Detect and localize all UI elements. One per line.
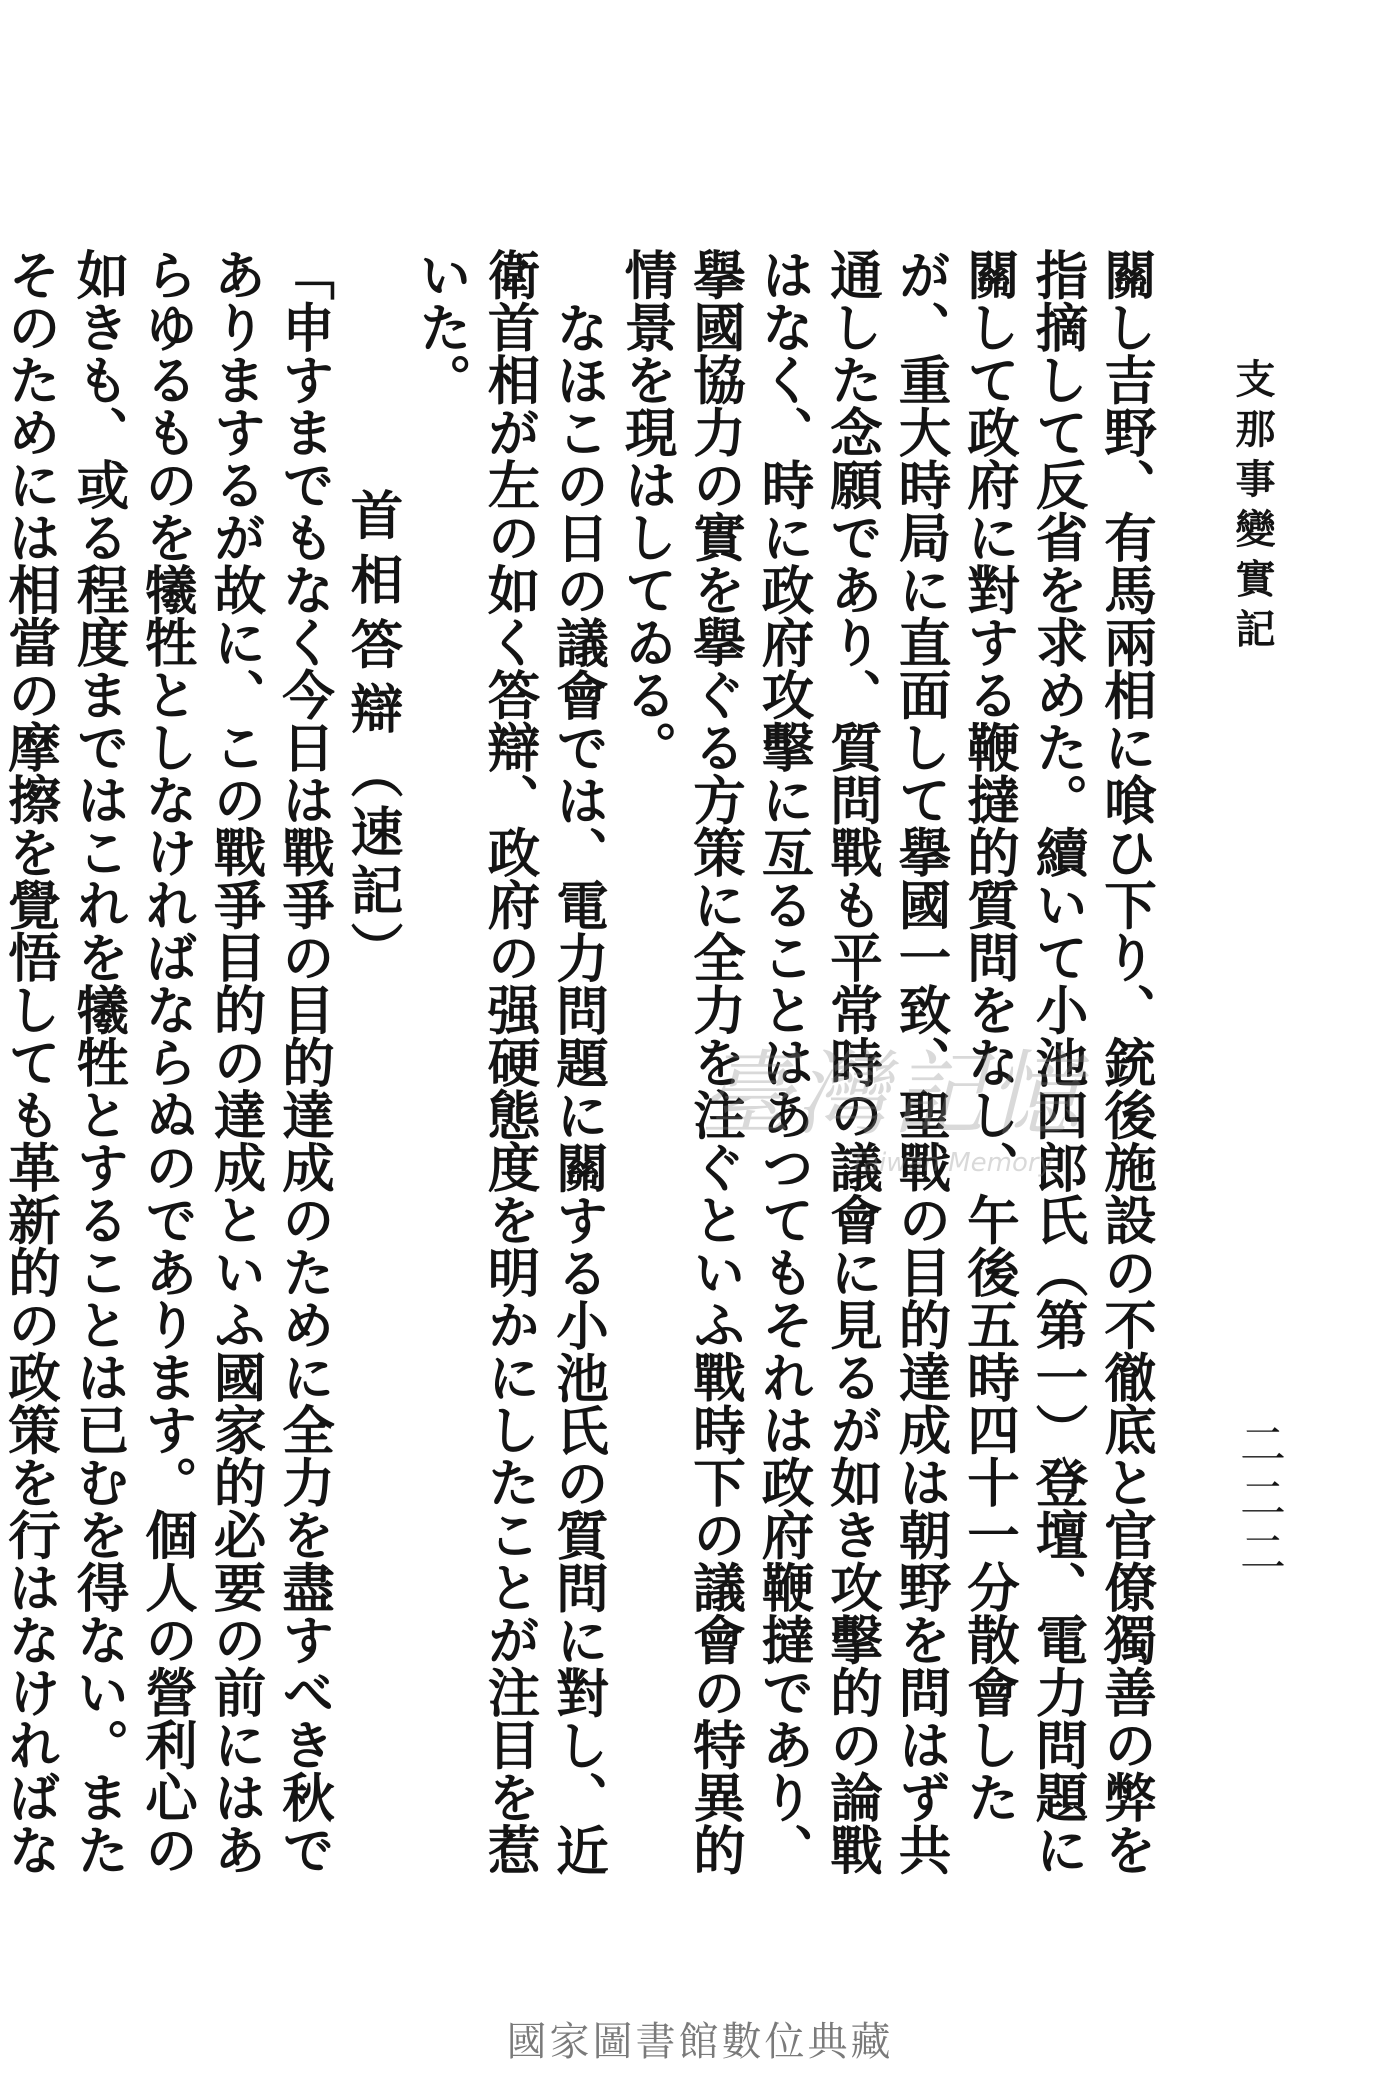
footer-credit: 國家圖書館數位典藏 — [506, 2019, 894, 2065]
section-heading-title: 首相答辯 — [342, 488, 404, 746]
section-heading — [338, 248, 407, 1888]
section-heading-note: （速記） — [342, 746, 404, 980]
watermark-text: 臺灣記憶 — [700, 1041, 1085, 1148]
watermark-subtext: Taiwan Memory — [850, 1148, 1054, 1178]
paragraph-1: 關し吉野、有馬兩相に喰ひ下り、銃後施設の不徹底と官僚獨善の弊を指摘して反省を求めた。續いて小池四郎氏（第一）登壇、電力問題に關して政府に對する鞭撻的質問をなし、午後五時四十一分散會したが、重大時局に直面して擧國一致、聖戰の目的達成は朝野を問はず共通した念願であり、質問戰も平常時の議會に見るが如き攻擊的の論戰はなく、時に政府攻擊に亙ることはあつてもそれは政府鞭撻であり、擧國協力の實を擧ぐる方策に全力を注ぐといふ戰時下の議會の特異的情景を現はしてゐる。 — [616, 248, 1157, 1876]
paragraph-2: なほこの日の議會では、電力問題に關する小池氏の質問に對し、近衛首相が左の如く答辯、政府の强硬態度を明かにしたことが注目を惹いた。 — [411, 248, 609, 1876]
paragraph-3: 「申すまでもなく今日は戰爭の目的達成のために全力を盡すべき秋でありまするが故に、この戰爭目的の達成といふ國家的必要の前にはあらゆるものを犧牲としなければならぬのであります。個人の營利心の如きも、或る程度まではこれを犧牲とすることは已むを得ない。またそのためには相當の摩擦を覺悟しても革新的の政策を行はなければな — [0, 248, 335, 1876]
page-number: 二二二 — [1233, 1420, 1287, 1582]
running-title: 支那事變實記 — [1229, 358, 1276, 658]
watermark — [700, 1040, 1160, 1220]
